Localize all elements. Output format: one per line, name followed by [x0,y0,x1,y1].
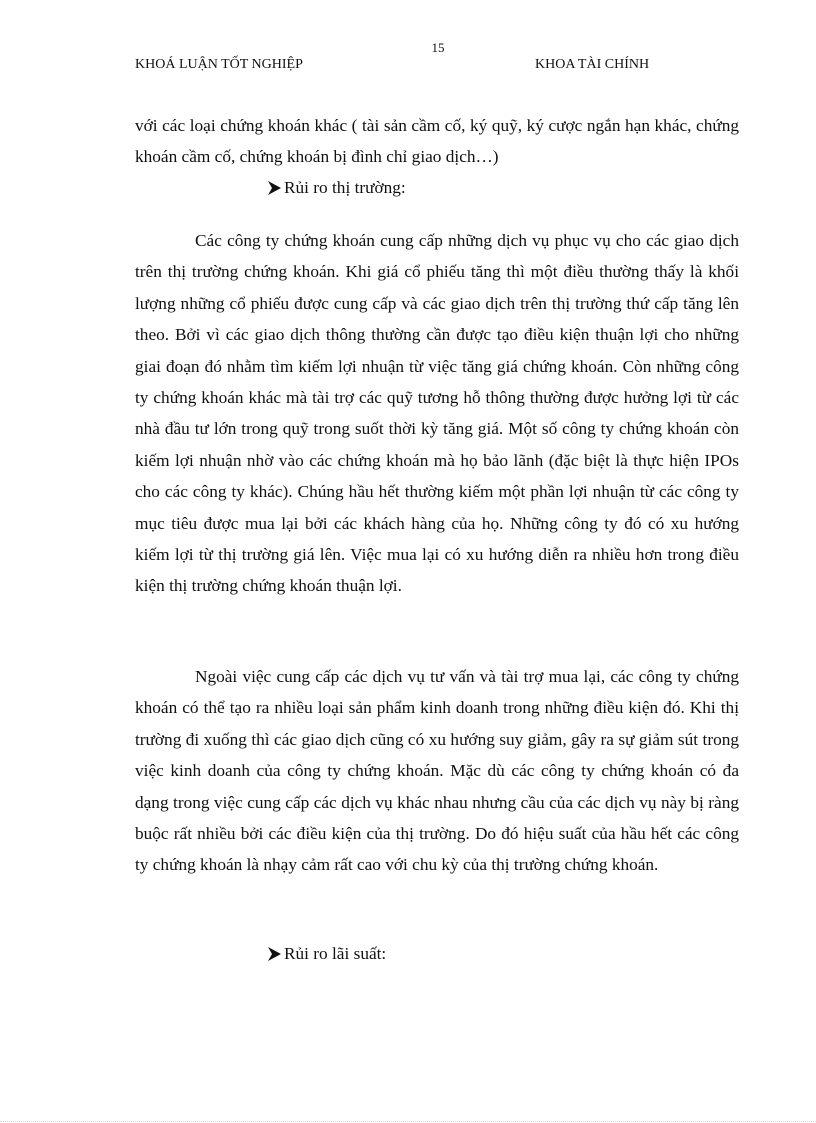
body-paragraph: Các công ty chứng khoán cung cấp những dịch vụ phục vụ cho các giao dịch trên thị trường chứng khoán. Khi giá cổ phiếu tăng thì một điều thường thấy là khối lượng những cổ phiếu được cung cấp và các giao dịch trên thị trường thứ cấp tăng lên theo. Bởi vì các giao dịch thông thường cần được tạo điều kiện thuận lợi cho những giai đoạn đó nhằm tìm kiếm lợi nhuận từ việc tăng giá chứng khoán. Còn những công ty chứng khoán khác mà tài trợ các quỹ tương hỗ thông thường được hưởng lợi từ các nhà đầu tư lớn trong quỹ trong suốt thời kỳ tăng giá. Một số công ty chứng khoán còn kiếm lợi nhuận nhờ vào các chứng khoán mà họ bảo lãnh (đặc biệt là thực hiện IPOs cho các công ty khác). Chúng hầu hết thường kiếm một phần lợi nhuận từ các công ty mục tiêu được mua lại bởi các khách hàng của họ. Những công ty đó có xu hướng kiếm lợi từ thị trường giá lên. Việc mua lại có xu hướng diễn ra nhiều hơn trong điều kiện thị trường chứng khoán thuận lợi. [135,231,739,596]
header-right-title: KHOA TÀI CHÍNH [535,57,650,72]
body-paragraph: Ngoài việc cung cấp các dịch vụ tư vấn và tài trợ mua lại, các công ty chứng khoán có thể tạo ra nhiều loại sản phẩm kinh doanh trong những điều kiện đó. Khi thị trường đi xuống thì các giao dịch cũng có xu hướng suy giảm, gây ra sự giảm sút trong việc kinh doanh của công ty chứng khoán. Mặc dù các công ty chứng khoán có đa dạng trong việc cung cấp các dịch vụ khác nhau nhưng cầu của các dịch vụ này bị ràng buộc rất nhiều bởi các điều kiện của thị trường. Do đó hiệu suất của hầu hết các công ty chứng khoán là nhạy cảm rất cao với chu kỳ của thị trường chứng khoán. [135,667,739,875]
header-left-title: KHOÁ LUẬN TỐT NGHIỆP [135,57,303,72]
arrowhead-bullet-icon [267,946,282,962]
page-number: 15 [431,40,445,55]
section-heading-label: Rủi ro lãi suất: [284,944,387,963]
section-heading-label: Rủi ro thị trường: [284,178,406,197]
page-bottom-rule [0,1121,816,1122]
section-heading-interest-rate-risk [267,938,386,969]
section-heading-market-risk [267,172,406,203]
intro-paragraph: với các loại chứng khoán khác ( tài sản cầm cố, ký quỹ, ký cược ngắn hạn khác, chứng khoán cầm cố, chứng khoán bị đình chỉ giao dịch…) [135,116,739,167]
arrowhead-bullet-icon [267,180,282,196]
